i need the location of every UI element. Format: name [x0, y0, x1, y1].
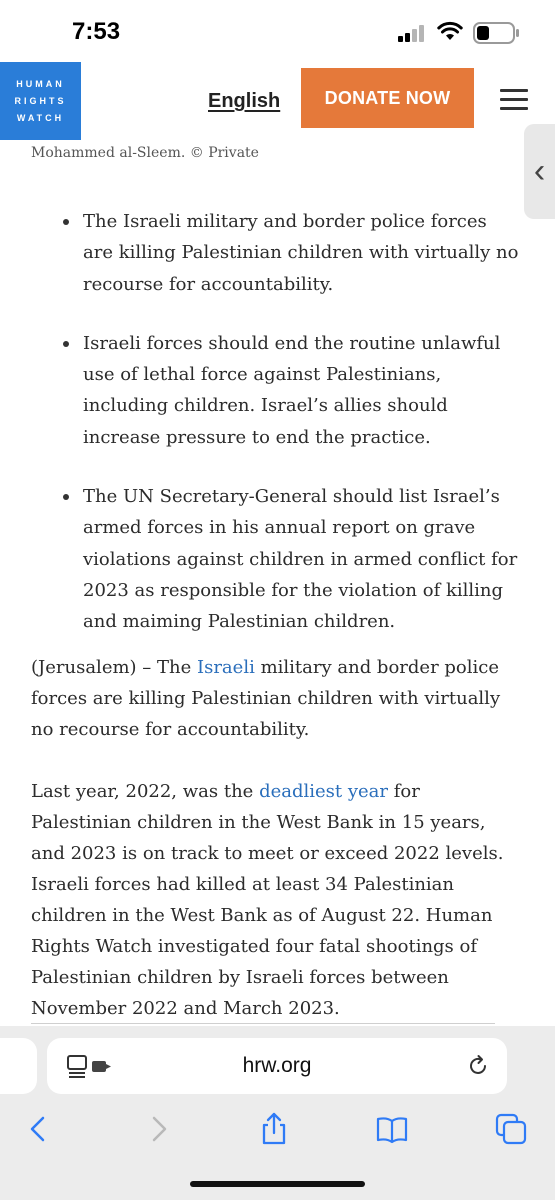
site-header — [0, 62, 555, 140]
article-paragraph — [31, 652, 521, 745]
side-drawer-tab[interactable] — [524, 124, 555, 219]
hamburger-menu-icon[interactable] — [500, 89, 528, 111]
battery-icon — [473, 22, 521, 44]
tabs-icon[interactable] — [494, 1112, 528, 1146]
divider — [31, 1023, 495, 1024]
article-paragraph — [31, 776, 521, 1024]
status-time: 7:53 — [72, 18, 121, 45]
summary-list — [30, 206, 520, 666]
list-item: The Israeli military and border police forces are killing Palestinian children with virtually no recourse for accountability. — [30, 206, 520, 300]
chevron-left-icon: ‹ — [533, 152, 546, 190]
donate-button[interactable]: DONATE NOW — [301, 68, 474, 128]
deadliest-year-link[interactable]: deadliest year — [259, 781, 389, 802]
logo-line: HUMAN — [16, 78, 65, 89]
photo-caption: Mohammed al-Sleem. © Private — [31, 145, 259, 161]
list-item: The UN Secretary-General should list Israel’s armed forces in his annual report on grave violations against children in armed conflict for 2023 as responsible for the violation of killing and maiming Palestinian children. — [30, 481, 520, 637]
home-indicator[interactable] — [190, 1181, 365, 1187]
status-bar — [0, 0, 555, 62]
list-item: Israeli forces should end the routine unlawful use of lethal force against Palestinians, including children. Israel’s allies should increase pressure to end the practice. — [30, 328, 520, 453]
israeli-link[interactable]: Israeli — [196, 657, 255, 678]
back-icon[interactable] — [22, 1112, 56, 1146]
bookmarks-icon[interactable] — [375, 1112, 409, 1146]
logo-line: RIGHTS — [14, 95, 67, 106]
logo-line: WATCH — [16, 112, 65, 123]
paragraph-text: (Jerusalem) – The — [31, 657, 197, 678]
paragraph-text: Last year, 2022, was the — [31, 781, 260, 802]
reload-icon[interactable] — [466, 1054, 490, 1078]
previous-tab-peek[interactable] — [0, 1038, 37, 1094]
url-text[interactable]: hrw.org — [242, 1054, 312, 1077]
address-bar[interactable] — [47, 1038, 507, 1094]
hrw-logo[interactable] — [0, 62, 81, 140]
forward-icon[interactable] — [141, 1112, 175, 1146]
reader-icon[interactable] — [67, 1055, 113, 1079]
paragraph-text: military and border police forces are killing Palestinian children with virtually no recourse for accountability. — [31, 657, 501, 740]
wifi-icon — [437, 20, 463, 42]
paragraph-text: for Palestinian children in the West Bank in 15 years, and 2023 is on track to meet or exceed 2022 levels. Israeli forces had killed at least 34 Palestinian children in the West Bank as of August 22. Human Rights Watch investigated four fatal shootings of Palestinian children by Israeli forces between November 2022 and March 2023. — [31, 781, 504, 1019]
share-icon[interactable] — [257, 1112, 291, 1146]
browser-toolbar — [0, 1026, 555, 1200]
cellular-signal-icon — [398, 24, 428, 42]
language-link[interactable]: English — [208, 90, 281, 112]
